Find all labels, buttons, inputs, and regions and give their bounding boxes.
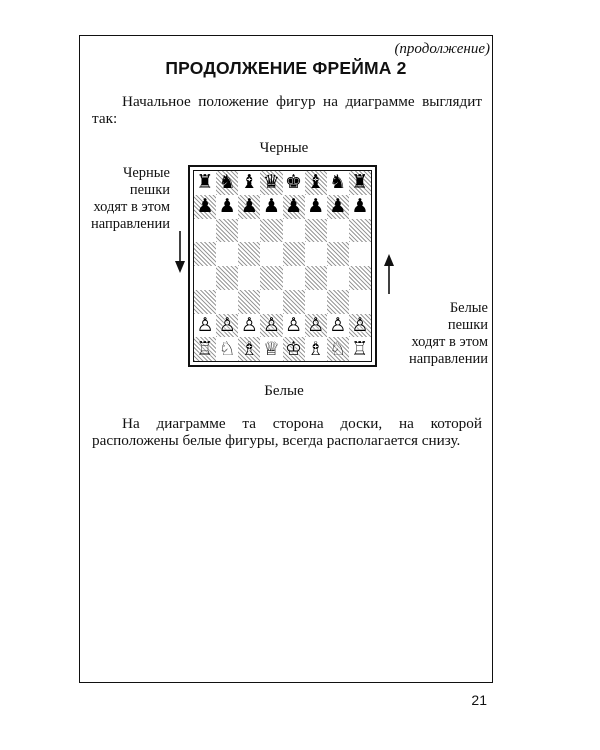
- note-line: ходят в этом: [411, 334, 488, 350]
- chess-piece-icon: ♚: [285, 171, 303, 194]
- board-square: [349, 290, 371, 314]
- note-line: Черные: [122, 165, 170, 181]
- board-square: [194, 314, 216, 338]
- chess-board-grid: [193, 170, 372, 362]
- board-square: [305, 266, 327, 290]
- board-square: [260, 219, 282, 243]
- board-square: [327, 242, 349, 266]
- note-line: пешки: [447, 317, 488, 333]
- chess-piece-icon: ♙: [240, 313, 258, 336]
- board-square: [283, 266, 305, 290]
- chess-piece-icon: ♗: [307, 337, 325, 360]
- board-square: [349, 266, 371, 290]
- board-square: [305, 314, 327, 338]
- board-square: [216, 195, 238, 219]
- board-square: [238, 171, 260, 195]
- chess-piece-icon: ♖: [196, 337, 214, 360]
- board-square: [194, 219, 216, 243]
- board-square: [194, 290, 216, 314]
- board-square: [194, 266, 216, 290]
- board-square: [194, 171, 216, 195]
- board-square: [238, 242, 260, 266]
- chess-board: [188, 165, 377, 367]
- board-square: [305, 290, 327, 314]
- board-square: [305, 242, 327, 266]
- chess-piece-icon: ♟: [329, 195, 347, 218]
- chess-piece-icon: ♞: [329, 171, 347, 194]
- chess-piece-icon: ♙: [329, 313, 347, 336]
- chess-piece-icon: ♘: [329, 337, 347, 360]
- chess-piece-icon: ♙: [307, 313, 325, 336]
- board-square: [349, 242, 371, 266]
- chess-piece-icon: ♝: [240, 171, 258, 194]
- note-line: пешки: [129, 182, 170, 198]
- chess-piece-icon: ♛: [262, 171, 280, 194]
- board-square: [283, 314, 305, 338]
- board-square: [283, 219, 305, 243]
- chess-piece-icon: ♙: [196, 313, 214, 336]
- board-square: [349, 171, 371, 195]
- chess-piece-icon: ♙: [285, 313, 303, 336]
- board-square: [327, 290, 349, 314]
- board-square: [238, 337, 260, 361]
- continuation-note: (продолжение): [394, 41, 490, 57]
- chess-piece-icon: ♝: [307, 171, 325, 194]
- board-square: [260, 266, 282, 290]
- note-line: Белые: [449, 300, 488, 316]
- closing-paragraph: На диаграмме та сторона доски, на которой расположены белые фигуры, всегда располагается снизу.: [92, 415, 482, 449]
- white-side-label: Белые: [264, 383, 304, 399]
- board-square: [194, 242, 216, 266]
- black-side-label: Черные: [259, 140, 309, 156]
- chess-piece-icon: ♟: [262, 195, 280, 218]
- arrow-down-icon: [174, 231, 186, 273]
- page-number: 21: [471, 692, 487, 708]
- board-square: [238, 219, 260, 243]
- black-pawns-direction-note: [60, 165, 170, 233]
- chess-piece-icon: ♟: [196, 195, 214, 218]
- board-square: [327, 171, 349, 195]
- board-square: [260, 242, 282, 266]
- board-square: [216, 171, 238, 195]
- chess-piece-icon: ♙: [218, 313, 236, 336]
- board-square: [327, 337, 349, 361]
- board-square: [216, 314, 238, 338]
- board-square: [260, 195, 282, 219]
- board-square: [216, 337, 238, 361]
- board-square: [238, 266, 260, 290]
- board-square: [216, 290, 238, 314]
- arrow-up-icon: [383, 254, 395, 294]
- board-square: [238, 290, 260, 314]
- chess-piece-icon: ♟: [351, 195, 369, 218]
- chess-piece-icon: ♙: [351, 313, 369, 336]
- chess-piece-icon: ♜: [196, 171, 214, 194]
- chess-piece-icon: ♖: [351, 337, 369, 360]
- chess-piece-icon: ♘: [218, 337, 236, 360]
- board-square: [327, 266, 349, 290]
- board-square: [194, 195, 216, 219]
- chess-piece-icon: ♟: [240, 195, 258, 218]
- board-square: [283, 337, 305, 361]
- board-square: [260, 171, 282, 195]
- board-square: [238, 314, 260, 338]
- chess-piece-icon: ♟: [285, 195, 303, 218]
- board-square: [327, 195, 349, 219]
- chess-piece-icon: ♜: [351, 171, 369, 194]
- frame-heading: ПРОДОЛЖЕНИЕ ФРЕЙМА 2: [165, 58, 407, 78]
- chess-piece-icon: ♙: [262, 313, 280, 336]
- board-square: [216, 242, 238, 266]
- board-square: [194, 337, 216, 361]
- board-square: [283, 290, 305, 314]
- intro-paragraph: Начальное положение фигур на диаграмме выглядит так:: [92, 93, 482, 127]
- board-square: [283, 171, 305, 195]
- note-line: ходят в этом: [93, 199, 170, 215]
- chess-piece-icon: ♗: [240, 337, 258, 360]
- board-square: [305, 171, 327, 195]
- note-line: направлении: [90, 216, 170, 232]
- board-square: [238, 195, 260, 219]
- chess-piece-icon: ♟: [218, 195, 236, 218]
- board-square: [216, 266, 238, 290]
- chess-piece-icon: ♟: [307, 195, 325, 218]
- chess-piece-icon: ♕: [262, 337, 280, 360]
- white-pawns-direction-note: [386, 300, 488, 368]
- board-square: [305, 337, 327, 361]
- board-square: [305, 195, 327, 219]
- board-square: [305, 219, 327, 243]
- board-square: [349, 337, 371, 361]
- board-square: [349, 195, 371, 219]
- board-square: [260, 337, 282, 361]
- board-square: [327, 314, 349, 338]
- board-square: [216, 219, 238, 243]
- board-square: [260, 314, 282, 338]
- chess-piece-icon: ♔: [285, 337, 303, 360]
- chess-piece-icon: ♞: [218, 171, 236, 194]
- board-square: [283, 195, 305, 219]
- note-line: направлении: [408, 351, 488, 367]
- board-square: [260, 290, 282, 314]
- board-square: [283, 242, 305, 266]
- board-square: [327, 219, 349, 243]
- board-square: [349, 314, 371, 338]
- board-square: [349, 219, 371, 243]
